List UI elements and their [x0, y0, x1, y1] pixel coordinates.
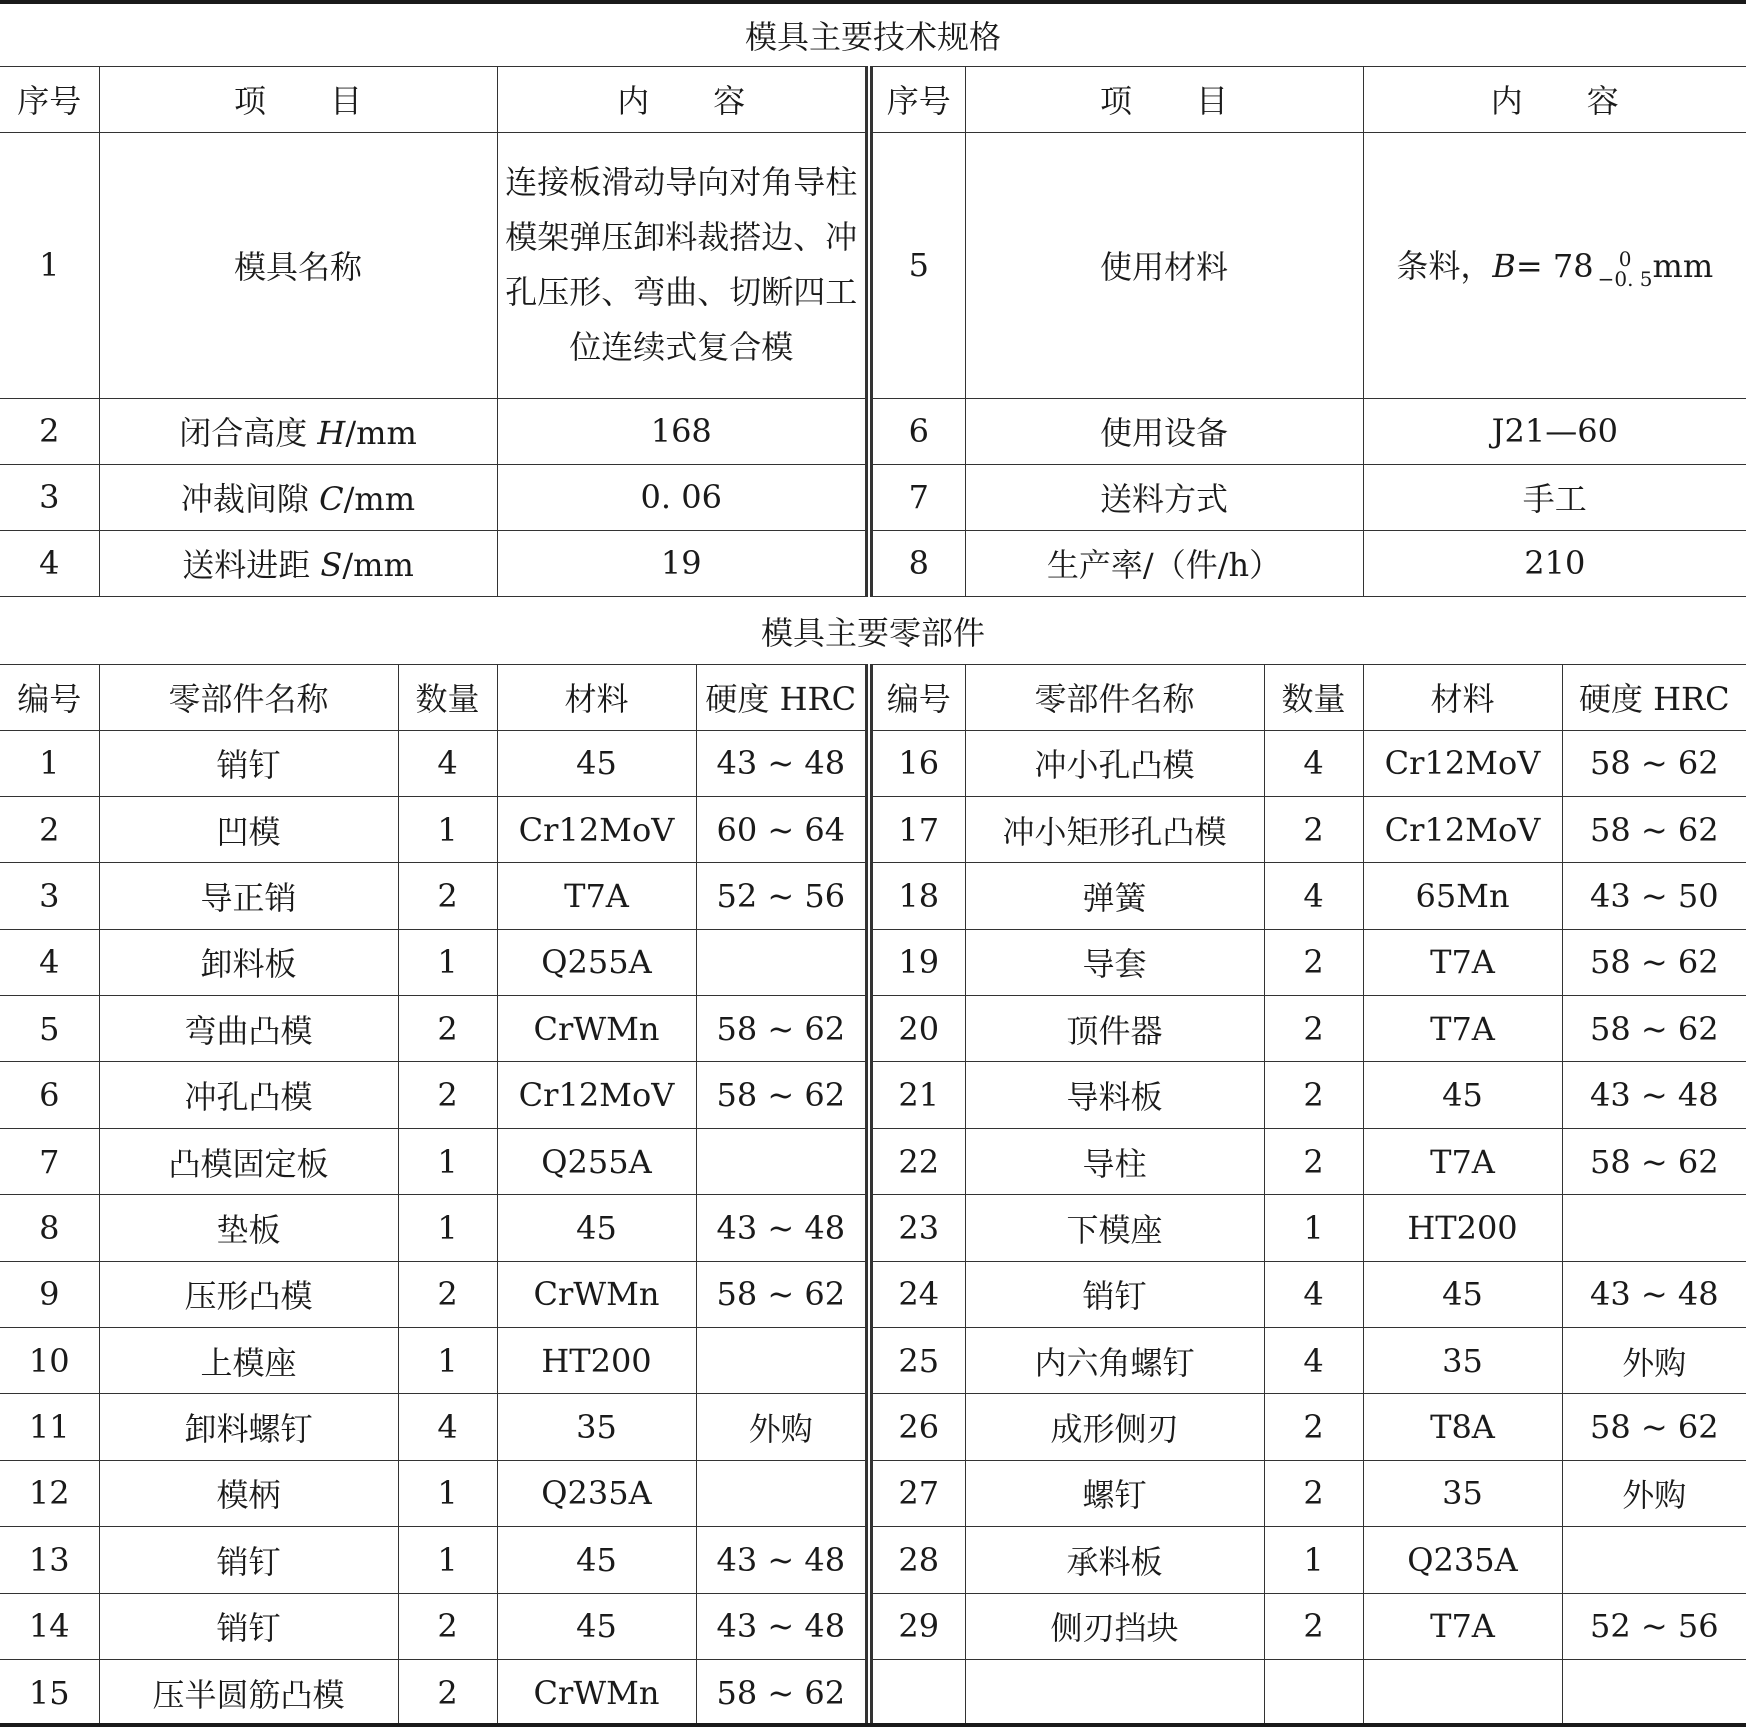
spec-item: 生产率/（件/h）	[965, 530, 1363, 596]
part-no: 27	[869, 1460, 965, 1526]
part-hardness	[696, 1328, 869, 1394]
spec-header-item-2: 项 目	[965, 66, 1363, 132]
part-material: 45	[497, 730, 696, 796]
part-material: 35	[1363, 1328, 1562, 1394]
part-hardness	[1562, 1659, 1746, 1725]
part-no: 9	[0, 1261, 99, 1327]
part-no	[869, 1659, 965, 1725]
table-row	[0, 796, 1746, 862]
spec-no: 2	[0, 398, 99, 464]
part-no: 10	[0, 1328, 99, 1394]
part-name: 销钉	[99, 1527, 398, 1593]
part-qty: 2	[398, 1261, 497, 1327]
spec-row	[0, 464, 1746, 530]
table-row	[0, 1328, 1746, 1394]
part-name: 销钉	[965, 1261, 1264, 1327]
part-material: CrWMn	[497, 1261, 696, 1327]
part-material: T7A	[1363, 996, 1562, 1062]
part-name: 压半圆筋凸模	[99, 1659, 398, 1725]
parts-header-qty-2: 数量	[1264, 664, 1363, 730]
part-no: 29	[869, 1593, 965, 1659]
part-material: Q235A	[1363, 1527, 1562, 1593]
parts-header-qty: 数量	[398, 664, 497, 730]
part-name: 凸模固定板	[99, 1128, 398, 1194]
part-name: 顶件器	[965, 996, 1264, 1062]
spec-no: 4	[0, 530, 99, 596]
parts-header-material: 材料	[497, 664, 696, 730]
part-name: 螺钉	[965, 1460, 1264, 1526]
part-no: 12	[0, 1460, 99, 1526]
part-material: Q255A	[497, 1128, 696, 1194]
part-qty: 2	[1264, 929, 1363, 995]
part-qty: 2	[1264, 1062, 1363, 1128]
spec-row	[0, 530, 1746, 596]
spec-no: 6	[869, 398, 965, 464]
table-row	[0, 1195, 1746, 1261]
part-hardness	[696, 1128, 869, 1194]
part-no: 6	[0, 1062, 99, 1128]
part-hardness: 外购	[1562, 1328, 1746, 1394]
spec-no: 3	[0, 464, 99, 530]
spec-header-no-2: 序号	[869, 66, 965, 132]
part-hardness: 52 ~ 56	[1562, 1593, 1746, 1659]
item-text: 送料进距	[182, 546, 311, 584]
part-no: 11	[0, 1394, 99, 1460]
part-name: 销钉	[99, 1593, 398, 1659]
part-no: 25	[869, 1328, 965, 1394]
part-no: 21	[869, 1062, 965, 1128]
part-material: T7A	[497, 863, 696, 929]
spec-header-content: 内 容	[497, 66, 869, 132]
table-row	[0, 996, 1746, 1062]
part-name: 导料板	[965, 1062, 1264, 1128]
item-unit: /mm	[342, 546, 414, 584]
part-material: Cr12MoV	[1363, 730, 1562, 796]
spec-no: 5	[869, 132, 965, 398]
parts-header-name: 零部件名称	[99, 664, 398, 730]
part-name: 凹模	[99, 796, 398, 862]
material-prefix: 条料，	[1396, 247, 1493, 286]
parts-table	[0, 599, 1746, 1726]
part-qty: 2	[1264, 796, 1363, 862]
tolerance-lower: −0. 5	[1597, 266, 1653, 291]
part-hardness	[1562, 1527, 1746, 1593]
parts-title: 模具主要零部件	[0, 599, 1746, 664]
parts-body	[0, 730, 1746, 1726]
part-material: 65Mn	[1363, 863, 1562, 929]
part-qty: 2	[398, 996, 497, 1062]
part-hardness: 60 ~ 64	[696, 796, 869, 862]
item-var: S	[320, 546, 343, 584]
part-qty: 4	[398, 730, 497, 796]
part-hardness: 43 ~ 48	[696, 1195, 869, 1261]
spec-content: 连接板滑动导向对角导柱模架弹压卸料裁搭边、冲孔压形、弯曲、切断四工位连续式复合模	[497, 132, 869, 398]
table-row	[0, 863, 1746, 929]
spec-item: 送料方式	[965, 464, 1363, 530]
spec-content: 210	[1363, 530, 1746, 596]
spec-item: 使用设备	[965, 398, 1363, 464]
tolerance-upper: 0	[1618, 246, 1632, 271]
spec-title: 模具主要技术规格	[0, 4, 1746, 66]
part-material: Cr12MoV	[497, 796, 696, 862]
table-row	[0, 929, 1746, 995]
part-hardness: 43 ~ 48	[1562, 1062, 1746, 1128]
part-qty: 1	[398, 1128, 497, 1194]
spec-no: 1	[0, 132, 99, 398]
table-row	[0, 1261, 1746, 1327]
part-qty: 2	[1264, 1128, 1363, 1194]
part-no: 8	[0, 1195, 99, 1261]
part-name: 垫板	[99, 1195, 398, 1261]
parts-header-no: 编号	[0, 664, 99, 730]
part-name: 冲小矩形孔凸模	[965, 796, 1264, 862]
part-material	[1363, 1659, 1562, 1725]
spec-no: 7	[869, 464, 965, 530]
part-material: HT200	[497, 1328, 696, 1394]
part-qty: 2	[398, 1593, 497, 1659]
part-no: 28	[869, 1527, 965, 1593]
part-hardness: 52 ~ 56	[696, 863, 869, 929]
part-name: 弹簧	[965, 863, 1264, 929]
part-qty: 1	[398, 796, 497, 862]
part-material: 45	[1363, 1062, 1562, 1128]
part-hardness: 58 ~ 62	[1562, 1394, 1746, 1460]
part-name: 导正销	[99, 863, 398, 929]
spec-content-material	[1363, 132, 1746, 398]
part-material: 45	[1363, 1261, 1562, 1327]
part-material: CrWMn	[497, 996, 696, 1062]
part-hardness: 58 ~ 62	[1562, 730, 1746, 796]
part-hardness	[696, 929, 869, 995]
part-no: 17	[869, 796, 965, 862]
part-name: 内六角螺钉	[965, 1328, 1264, 1394]
part-qty: 2	[398, 1659, 497, 1725]
part-hardness	[696, 1460, 869, 1526]
part-hardness: 43 ~ 48	[696, 730, 869, 796]
part-material: Cr12MoV	[497, 1062, 696, 1128]
part-material: 45	[497, 1527, 696, 1593]
part-material: Q235A	[497, 1460, 696, 1526]
item-text: 闭合高度	[179, 414, 308, 452]
part-hardness: 43 ~ 48	[1562, 1261, 1746, 1327]
bottom-rule	[0, 1723, 1746, 1727]
part-qty: 1	[398, 1527, 497, 1593]
part-hardness: 58 ~ 62	[1562, 796, 1746, 862]
parts-header-name-2: 零部件名称	[965, 664, 1264, 730]
spec-header-no: 序号	[0, 66, 99, 132]
part-material: Q255A	[497, 929, 696, 995]
spec-row	[0, 398, 1746, 464]
spec-row	[0, 132, 1746, 398]
material-eq: = 78	[1515, 247, 1594, 286]
material-var: B	[1492, 247, 1516, 286]
part-material: 35	[1363, 1460, 1562, 1526]
part-material: Cr12MoV	[1363, 796, 1562, 862]
spec-item	[99, 398, 497, 464]
item-text: 冲裁间隙	[180, 480, 309, 518]
part-no: 15	[0, 1659, 99, 1725]
spec-content: J21—60	[1363, 398, 1746, 464]
part-name: 成形侧刃	[965, 1394, 1264, 1460]
item-unit: /mm	[343, 480, 416, 518]
spec-table	[0, 4, 1746, 597]
part-qty: 1	[398, 1328, 497, 1394]
part-hardness: 58 ~ 62	[1562, 929, 1746, 995]
item-var: H	[317, 414, 346, 452]
part-no: 23	[869, 1195, 965, 1261]
table-row	[0, 1394, 1746, 1460]
part-no: 24	[869, 1261, 965, 1327]
part-no: 1	[0, 730, 99, 796]
part-material: T8A	[1363, 1394, 1562, 1460]
part-name: 模柄	[99, 1460, 398, 1526]
material-unit: mm	[1652, 247, 1714, 286]
part-name: 销钉	[99, 730, 398, 796]
part-qty: 1	[1264, 1195, 1363, 1261]
table-row	[0, 1460, 1746, 1526]
part-material: T7A	[1363, 1593, 1562, 1659]
part-qty: 2	[1264, 1593, 1363, 1659]
part-no: 14	[0, 1593, 99, 1659]
part-no: 7	[0, 1128, 99, 1194]
part-hardness	[1562, 1195, 1746, 1261]
parts-header-no-2: 编号	[869, 664, 965, 730]
spec-item: 模具名称	[99, 132, 497, 398]
part-qty: 2	[1264, 996, 1363, 1062]
spec-content: 手工	[1363, 464, 1746, 530]
part-qty: 2	[1264, 1394, 1363, 1460]
part-no: 19	[869, 929, 965, 995]
part-hardness: 43 ~ 48	[696, 1527, 869, 1593]
part-hardness: 58 ~ 62	[696, 1261, 869, 1327]
tolerance	[1597, 246, 1653, 291]
table-row	[0, 730, 1746, 796]
part-hardness: 58 ~ 62	[696, 1062, 869, 1128]
part-no: 2	[0, 796, 99, 862]
part-no: 3	[0, 863, 99, 929]
part-name: 冲孔凸模	[99, 1062, 398, 1128]
part-name: 侧刃挡块	[965, 1593, 1264, 1659]
part-no: 5	[0, 996, 99, 1062]
part-material: 45	[497, 1195, 696, 1261]
spec-no: 8	[869, 530, 965, 596]
part-no: 22	[869, 1128, 965, 1194]
part-hardness: 58 ~ 62	[696, 1659, 869, 1725]
part-qty	[1264, 1659, 1363, 1725]
part-hardness: 58 ~ 62	[1562, 996, 1746, 1062]
part-qty: 2	[398, 863, 497, 929]
part-qty: 4	[1264, 863, 1363, 929]
part-qty: 4	[1264, 730, 1363, 796]
part-qty: 1	[398, 1195, 497, 1261]
spec-header-item: 项 目	[99, 66, 497, 132]
part-name: 上模座	[99, 1328, 398, 1394]
part-material: 45	[497, 1593, 696, 1659]
part-material: T7A	[1363, 929, 1562, 995]
part-no: 4	[0, 929, 99, 995]
spec-content: 168	[497, 398, 869, 464]
part-no: 20	[869, 996, 965, 1062]
part-name: 冲小孔凸模	[965, 730, 1264, 796]
parts-header-hardness-2: 硬度 HRC	[1562, 664, 1746, 730]
table-row	[0, 1527, 1746, 1593]
part-hardness: 外购	[1562, 1460, 1746, 1526]
table-row	[0, 1659, 1746, 1725]
part-qty: 2	[398, 1062, 497, 1128]
table-row	[0, 1593, 1746, 1659]
spec-item	[99, 530, 497, 596]
part-no: 18	[869, 863, 965, 929]
part-qty: 1	[398, 1460, 497, 1526]
spec-header-row	[0, 66, 1746, 132]
spec-item	[99, 464, 497, 530]
part-name: 下模座	[965, 1195, 1264, 1261]
spec-content: 19	[497, 530, 869, 596]
spec-title-row	[0, 4, 1746, 66]
part-qty: 1	[398, 929, 497, 995]
part-qty: 4	[1264, 1261, 1363, 1327]
part-name: 压形凸模	[99, 1261, 398, 1327]
part-hardness: 43 ~ 48	[696, 1593, 869, 1659]
table-row	[0, 1062, 1746, 1128]
item-unit: /mm	[345, 414, 417, 452]
part-name: 卸料螺钉	[99, 1394, 398, 1460]
part-name	[965, 1659, 1264, 1725]
part-hardness: 外购	[696, 1394, 869, 1460]
table-row	[0, 1128, 1746, 1194]
part-no: 13	[0, 1527, 99, 1593]
part-no: 26	[869, 1394, 965, 1460]
part-hardness: 43 ~ 50	[1562, 863, 1746, 929]
part-name: 导柱	[965, 1128, 1264, 1194]
part-name: 承料板	[965, 1527, 1264, 1593]
part-qty: 2	[1264, 1460, 1363, 1526]
spec-content: 0. 06	[497, 464, 869, 530]
part-name: 弯曲凸模	[99, 996, 398, 1062]
part-qty: 1	[1264, 1527, 1363, 1593]
spec-header-content-2: 内 容	[1363, 66, 1746, 132]
part-hardness: 58 ~ 62	[1562, 1128, 1746, 1194]
parts-header-material-2: 材料	[1363, 664, 1562, 730]
part-name: 卸料板	[99, 929, 398, 995]
part-material: T7A	[1363, 1128, 1562, 1194]
parts-header-hardness: 硬度 HRC	[696, 664, 869, 730]
item-var: C	[319, 480, 344, 518]
spec-item: 使用材料	[965, 132, 1363, 398]
part-no: 16	[869, 730, 965, 796]
parts-title-row	[0, 599, 1746, 664]
part-qty: 4	[1264, 1328, 1363, 1394]
part-material: 35	[497, 1394, 696, 1460]
part-material: HT200	[1363, 1195, 1562, 1261]
part-name: 导套	[965, 929, 1264, 995]
part-material: CrWMn	[497, 1659, 696, 1725]
part-qty: 4	[398, 1394, 497, 1460]
part-hardness: 58 ~ 62	[696, 996, 869, 1062]
parts-header-row	[0, 664, 1746, 730]
